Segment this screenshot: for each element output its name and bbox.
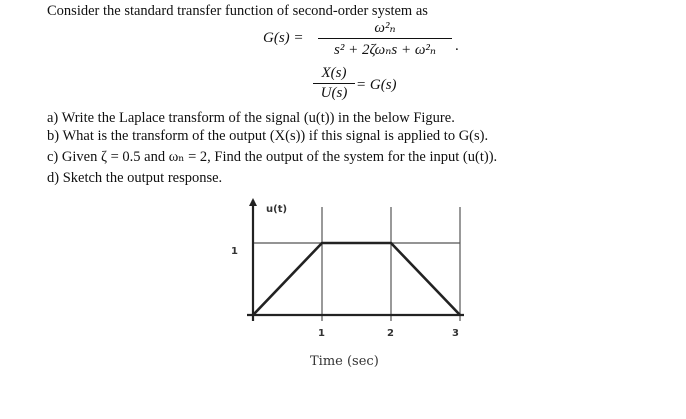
y-axis-arrowhead <box>249 198 257 206</box>
equation-2-denominator: U(s) <box>320 85 348 101</box>
x-tick-label-3: 3 <box>452 328 459 339</box>
equation-1-trail: . <box>455 38 459 54</box>
equation-2-numerator: X(s) <box>321 65 347 81</box>
figure-axes <box>247 198 464 321</box>
question-d: d) Sketch the output response. <box>47 170 223 186</box>
figure-grid <box>253 207 460 321</box>
equation-1-lhs: G(s) = <box>263 30 304 46</box>
y-tick-label: 1 <box>231 246 238 257</box>
equation-1-numerator: ω²ₙ <box>374 20 396 36</box>
question-b: b) What is the transform of the output (X(s)) if this signal is applied to G(s). <box>47 128 489 144</box>
intro-text: Consider the standard transfer function of second-order system as <box>47 3 428 19</box>
question-a: a) Write the Laplace transform of the signal (u(t)) in the below Figure. <box>47 110 455 126</box>
question-c: c) Given ζ = 0.5 and ωₙ = 2, Find the output of the system for the input (u(t)). <box>47 149 498 165</box>
equation-1-denominator: s² + 2ζωₙs + ω²ₙ <box>334 42 436 58</box>
x-tick-label-1: 1 <box>318 328 325 339</box>
x-tick-label-2: 2 <box>387 328 394 339</box>
x-axis-label: Time (sec) <box>310 354 379 369</box>
signal-line <box>253 243 460 315</box>
y-axis-label: u(t) <box>266 204 288 215</box>
equation-2-rhs: = G(s) <box>356 77 397 93</box>
figure-series <box>253 243 460 315</box>
